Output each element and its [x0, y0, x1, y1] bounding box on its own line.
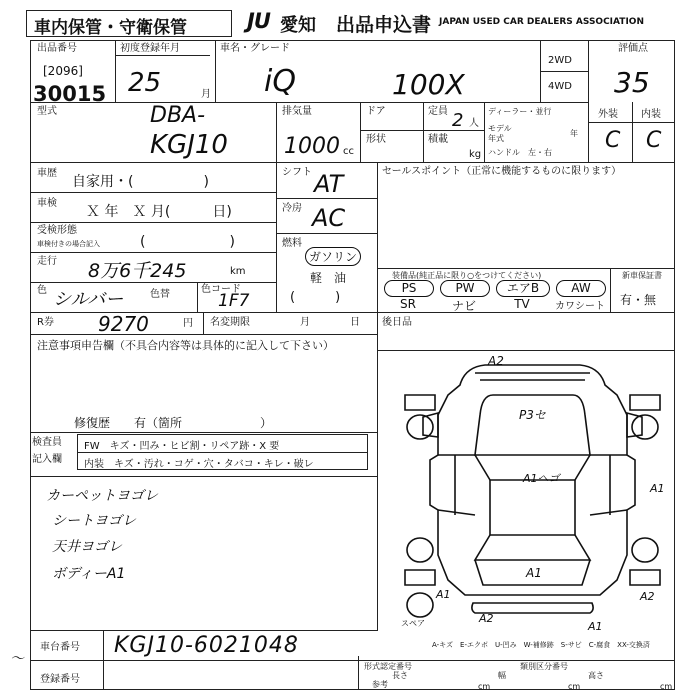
score-label: 評価点 [618, 43, 648, 54]
cc-unit: cc [343, 146, 354, 157]
mark-a2-right: A2 [640, 590, 655, 603]
form-label: 受検形態 [37, 225, 77, 236]
kg-unit: kg [469, 149, 482, 160]
rule [30, 102, 588, 103]
warranty-label: 新車保証書 [622, 271, 662, 280]
rule [610, 268, 611, 312]
category-label: 類別区分番号 [520, 662, 568, 671]
rule [103, 630, 104, 690]
cert-label: 形式認定番号 [364, 662, 412, 671]
exterior-label: 外装 [598, 109, 618, 120]
rule [377, 350, 675, 351]
reg-year-value: 25 [128, 68, 162, 98]
mark-p3: P3セ [519, 408, 546, 422]
interior-label: 内装 [641, 109, 661, 120]
color-label: 色 [37, 285, 47, 296]
chassis-value: KGJ10-6021048 [114, 633, 299, 658]
rule [30, 630, 378, 631]
fuel-other: () [290, 290, 381, 305]
rule [276, 162, 277, 312]
equipment-label: 装備品(純正品に限り○をつけてください) [392, 271, 542, 280]
usage-value: 自家用・( ) [72, 174, 209, 190]
rule [358, 656, 359, 690]
registration-label: 登録番号 [40, 674, 80, 685]
shape-label: 形状 [366, 134, 386, 145]
recycle-label: R券 [37, 317, 54, 328]
model-year-label: モデル年式 [488, 124, 512, 143]
ju-logo: JU [247, 9, 270, 33]
rule [30, 192, 276, 193]
rule [203, 312, 204, 334]
inspector-label-2: 記入欄 [32, 454, 62, 465]
rule [30, 334, 377, 335]
exterior-value: C [605, 128, 621, 153]
spare-label: スペア [401, 619, 425, 628]
rule [30, 432, 377, 433]
mark-a1-rear: A1 [588, 620, 603, 633]
form-sub: 車検付きの場合記入 [37, 240, 100, 248]
mark-a1-right: A1 [650, 482, 665, 495]
capacity-label: 定員 [428, 106, 448, 117]
fuel-label: 燃料 [282, 238, 302, 249]
rule [632, 102, 633, 162]
car-damage-diagram [395, 355, 670, 625]
month-unit: 月 [201, 89, 211, 100]
rule [377, 268, 675, 269]
fuel-diesel: 軽 油 [310, 271, 347, 285]
lot-number: 30015 [33, 82, 107, 106]
height-cm: cm [660, 682, 673, 691]
rule [30, 162, 675, 163]
reg-year-label: 初度登録年月 [120, 43, 180, 54]
rule [30, 252, 276, 253]
fuel-gasoline: ガソリン [305, 247, 361, 266]
shift-value: AT [314, 170, 344, 198]
type-value-1: DBA- [150, 103, 206, 128]
equipment-navi: ナビ [451, 299, 476, 313]
repair-label: 修復歴 有（箇所 [74, 416, 183, 430]
name-change-label: 名変期限 [210, 317, 250, 328]
inspection-label: 車検 [37, 198, 57, 209]
damage-legend: A-キズ E-エクボ U-凹み W-補修跡 S-サビ C-腐食 XX-交換済 [432, 641, 650, 649]
rule [30, 660, 675, 661]
ref-label: 参考 [372, 680, 388, 689]
org-name: 愛知 [280, 15, 316, 36]
color-code-label: 色コード [201, 284, 241, 295]
score-value: 35 [614, 66, 650, 99]
model-label: 車名・グレード [220, 43, 290, 54]
usage-label: 車歴 [37, 168, 57, 179]
mark-a1-hood: A1ヘゴ [523, 472, 560, 485]
chassis-label: 車台番号 [40, 642, 80, 653]
mileage-label: 走行 [37, 256, 57, 267]
rule [360, 130, 484, 131]
rule [215, 40, 216, 102]
note-seat: シートヨゴレ [52, 513, 136, 529]
mark-a2-rear: A2 [479, 612, 494, 625]
rule [276, 198, 377, 199]
note-body: ボディーA1 [52, 566, 126, 582]
color-change-label: 色替 [150, 289, 170, 300]
rule [484, 102, 485, 162]
dealer-label: ディーラー・並行 [488, 107, 552, 116]
later-date-label: 後日品 [382, 317, 412, 328]
sales-point-label: セールスポイント（正常に機能するものに限ります） [382, 166, 622, 177]
inspector-label-1: 検査員 [32, 437, 62, 448]
length-label: 長さ [392, 671, 408, 680]
month-label: 月 [300, 317, 310, 328]
rule [423, 102, 424, 162]
equipment-sr: SR [400, 297, 416, 311]
year-unit: 年 [570, 129, 578, 138]
door-label: ドア [366, 106, 386, 117]
note-ceiling: 天井ヨゴレ [52, 539, 122, 555]
rule [276, 102, 277, 162]
type-label: 型式 [37, 106, 57, 117]
rule [360, 102, 361, 162]
day-label: 日 [350, 317, 360, 328]
mark-a2-top: A2 [488, 354, 504, 368]
rule [197, 282, 198, 312]
color-code-value: 1F7 [218, 291, 250, 311]
lot-label: 出品番号 [37, 43, 77, 54]
rule [115, 40, 116, 102]
rule [540, 71, 588, 72]
drive-2wd: 2WD [548, 55, 572, 66]
rule [115, 55, 210, 56]
capacity-value: 2 [452, 110, 464, 131]
storage-label: 車内保管・守衛保管 [34, 18, 187, 38]
length-cm: cm [478, 682, 491, 691]
association-name: JAPAN USED CAR DEALERS ASSOCIATION [439, 17, 644, 27]
repair-close: ） [260, 416, 273, 430]
grade-value: 100X [392, 68, 465, 101]
rule [276, 233, 377, 234]
equipment-tv: TV [514, 297, 530, 311]
warranty-options: 有・無 [620, 293, 657, 307]
inspector-interior-row: 内装 キズ・汚れ・コゲ・穴・タバコ・キレ・破レ [84, 459, 314, 470]
mark-a1-roof: A1 [526, 566, 542, 580]
shift-label: シフト [282, 167, 312, 178]
equipment-leather-seat: カワシート [555, 301, 605, 312]
equipment-airbag: エアB [496, 280, 550, 297]
equipment-aw: AW [556, 280, 606, 297]
displacement-label: 排気量 [282, 106, 312, 117]
width-label: 幅 [498, 671, 506, 680]
inspection-value: Ｘ 年 Ｘ 月( 日) [86, 204, 232, 220]
rule [588, 40, 589, 162]
mileage-value: 8万6千245 [88, 260, 187, 282]
width-cm: cm [568, 682, 581, 691]
handle-label: ハンドル 左・右 [488, 148, 552, 157]
interior-value: C [646, 128, 662, 153]
form-value: ( ) [140, 234, 235, 250]
load-label: 積載 [428, 134, 448, 145]
rule [77, 452, 368, 453]
aircon-label: 冷房 [282, 203, 302, 214]
height-label: 高さ [588, 671, 604, 680]
lot-sub: [2096] [43, 64, 83, 78]
km-unit: km [230, 266, 246, 277]
type-value-2: KGJ10 [150, 130, 228, 160]
note-carpet: カーペットヨゴレ [46, 488, 158, 504]
person-unit: 人 [469, 118, 479, 129]
aircon-value: AC [312, 204, 346, 232]
rule [30, 476, 377, 477]
equipment-pw: PW [440, 280, 490, 297]
rule [30, 222, 276, 223]
form-title: 出品申込書 [336, 14, 432, 36]
drive-4wd: 4WD [548, 81, 572, 92]
recycle-value: 9270 [98, 312, 149, 336]
mark-a1-left: A1 [436, 588, 451, 601]
notes-label: 注意事項申告欄（不具合内容等は具体的に記入して下さい） [37, 339, 334, 352]
rule [377, 312, 378, 630]
yen-unit: 円 [183, 318, 193, 329]
model-value: iQ [264, 64, 296, 99]
margin-mark: ～ [10, 651, 24, 667]
inspector-fw-row: FW キズ・凹み・ヒビ割・リペア跡・X 要 [84, 441, 280, 452]
equipment-ps: PS [384, 280, 434, 297]
displacement-value: 1000 [284, 134, 340, 159]
color-value: シルバー [53, 289, 124, 310]
